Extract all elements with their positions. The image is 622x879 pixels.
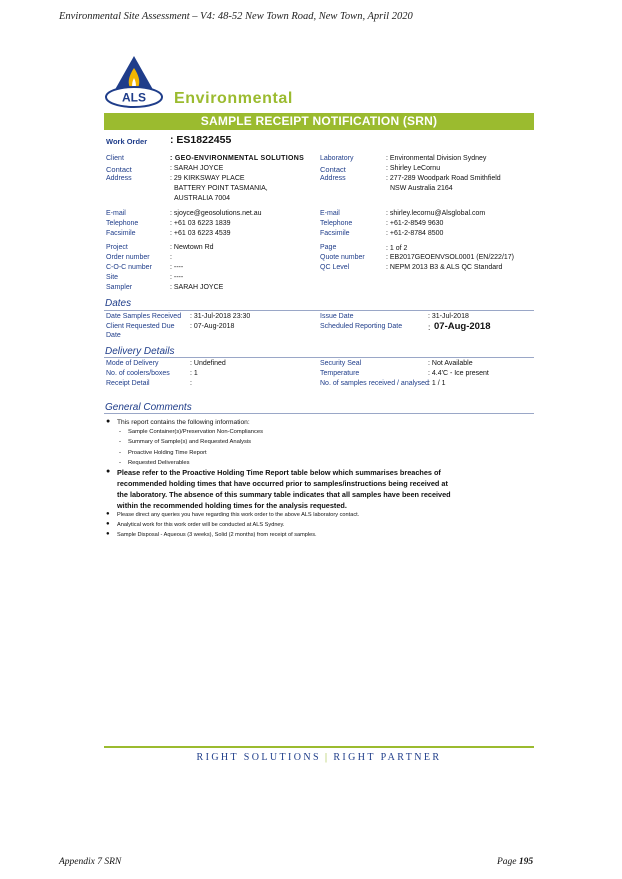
site-label: Site: [106, 274, 119, 281]
samples-received-label: No. of samples received / analysed: [320, 380, 429, 387]
mode-of-delivery-value: : Undefined: [190, 360, 226, 367]
page-number-value: 195: [518, 857, 534, 867]
client-address-line1: : 29 KIRKSWAY PLACE: [170, 175, 245, 182]
laboratory-value: : Environmental Division Sydney: [386, 155, 487, 162]
srn-banner: SAMPLE RECEIPT NOTIFICATION (SRN): [104, 113, 534, 130]
footer-slogan-right: RIGHT PARTNER: [333, 752, 442, 763]
client-contact-value: : SARAH JOYCE: [170, 165, 224, 172]
comment-1: This report contains the following information:: [117, 419, 250, 426]
footer-slogan: [104, 752, 534, 763]
client-address-line3: AUSTRALIA 7004: [174, 195, 231, 202]
lab-telephone-value: : +61-2-8549 9630: [386, 220, 444, 227]
comment-2-line-4: within the recommended holding times for the analysis requested.: [117, 501, 347, 510]
date-samples-received-label: Date Samples Received: [106, 313, 182, 320]
footer-slogan-left: RIGHT SOLUTIONS: [196, 752, 321, 763]
als-logo-text: ALS: [122, 90, 146, 105]
als-logo-icon: [104, 54, 179, 108]
scheduled-reporting-date-value: 07-Aug-2018: [434, 321, 491, 332]
dates-divider: [104, 310, 534, 311]
receipt-detail-value: :: [190, 380, 192, 387]
work-order-value: : ES1822455: [170, 134, 232, 146]
comment-1-sub-4: Requested Deliverables: [128, 460, 190, 466]
client-requested-due-label-date: Date: [106, 332, 121, 339]
temperature-label: Temperature: [320, 370, 360, 377]
comment-5: Sample Disposal - Aqueous (3 weeks), Solid (2 months) from receipt of samples.: [117, 532, 317, 538]
comment-1-sub-3: Proactive Holding Time Report: [128, 450, 207, 456]
qc-level-value: : NEPM 2013 B3 & ALS QC Standard: [386, 264, 503, 271]
client-requested-due-value: : 07-Aug-2018: [190, 323, 235, 330]
date-samples-received-value: : 31-Jul-2018 23:30: [190, 313, 251, 320]
coc-number-label: C-O-C number: [106, 264, 152, 271]
security-seal-label: Security Seal: [320, 360, 362, 367]
client-requested-due-label: Client Requested Due: [106, 323, 175, 330]
appendix-label: Appendix 7 SRN: [59, 857, 122, 867]
lab-facsimile-label: Facsimile: [320, 230, 350, 237]
lab-address-line2: NSW Australia 2164: [390, 185, 453, 192]
order-number-label: Order number: [106, 254, 150, 261]
lab-contact-label: Contact: [320, 165, 346, 174]
bullet-icon: ●: [106, 531, 110, 537]
document-header-title: Environmental Site Assessment – V4: 48-52 New Town Road, New Town, April 2020: [59, 11, 413, 22]
client-label: Client: [106, 155, 124, 162]
delivery-details-heading: Delivery Details: [105, 346, 175, 357]
comment-4: Analytical work for this work order will be conducted at ALS Sydney.: [117, 522, 285, 528]
issue-date-value: : 31-Jul-2018: [428, 313, 469, 320]
bullet-icon: ●: [106, 418, 111, 425]
client-email-value: : sjoyce@geosolutions.net.au: [170, 210, 262, 217]
page-number-label: Page: [497, 857, 517, 867]
client-address-label: Address: [106, 175, 132, 182]
scheduled-reporting-date-label: Scheduled Reporting Date: [320, 323, 403, 330]
lab-address-line1: : 277-289 Woodpark Road Smithfield: [386, 175, 501, 182]
lab-email-label: E-mail: [320, 210, 340, 217]
client-telephone-value: : +61 03 6223 1839: [170, 220, 231, 227]
coolers-label: No. of coolers/boxes: [106, 370, 170, 377]
page-label: Page: [320, 244, 337, 251]
coolers-value: : 1: [190, 370, 198, 377]
dash-icon: -: [119, 439, 121, 445]
sampler-value: : SARAH JOYCE: [170, 284, 224, 291]
mode-of-delivery-label: Mode of Delivery: [106, 360, 159, 367]
comment-1-sub-2: Summary of Sample(s) and Requested Analysis: [128, 439, 252, 445]
receipt-detail-label: Receipt Detail: [106, 380, 150, 387]
comment-2-line-1: Please refer to the Proactive Holding Time Report table below which summarises breaches of: [117, 468, 441, 477]
environmental-wordmark: Environmental: [174, 90, 293, 107]
issue-date-label: Issue Date: [320, 313, 354, 320]
sampler-label: Sampler: [106, 284, 133, 291]
bullet-icon: ●: [106, 468, 111, 475]
general-comments-heading: General Comments: [105, 402, 192, 413]
client-email-label: E-mail: [106, 210, 126, 217]
comments-divider: [104, 413, 534, 414]
quote-number-value: : EB2017GEOENVSOL0001 (EN/222/17): [386, 254, 515, 261]
samples-received-value: : 1 / 1: [428, 380, 446, 387]
client-address-line2: BATTERY POINT TASMANIA,: [174, 185, 268, 192]
comment-2-line-3: the laboratory. The absence of this summary table indicates that all samples have been received: [117, 490, 451, 499]
footer-divider: [104, 746, 534, 748]
dash-icon: -: [119, 460, 121, 466]
lab-facsimile-value: : +61-2-8784 8500: [386, 230, 444, 237]
client-contact-label: Contact: [106, 165, 132, 174]
qc-level-label: QC Level: [320, 264, 350, 271]
footer-slogan-separator: |: [324, 752, 330, 763]
project-value: : Newtown Rd: [170, 244, 214, 251]
page-number: [497, 857, 533, 867]
security-seal-value: : Not Available: [428, 360, 473, 367]
client-value: : GEO-ENVIRONMENTAL SOLUTIONS: [170, 155, 305, 162]
delivery-divider: [104, 357, 534, 358]
laboratory-label: Laboratory: [320, 155, 354, 162]
comment-1-sub-1: Sample Container(s)/Preservation Non-Compliances: [128, 429, 263, 435]
comment-2-line-2: recommended holding times that have occurred prior to samples/instructions being received at: [117, 479, 448, 488]
project-label: Project: [106, 244, 128, 251]
lab-address-label: Address: [320, 175, 346, 182]
client-facsimile-value: : +61 03 6223 4539: [170, 230, 231, 237]
order-number-value: :: [170, 254, 172, 261]
dash-icon: -: [119, 450, 121, 456]
client-facsimile-label: Facsimile: [106, 230, 136, 237]
coc-number-value: : ----: [170, 264, 184, 271]
dash-icon: -: [119, 429, 121, 435]
bullet-icon: ●: [106, 511, 110, 517]
bullet-icon: ●: [106, 521, 110, 527]
temperature-value: : 4.4'C - Ice present: [428, 370, 489, 377]
lab-telephone-label: Telephone: [320, 220, 353, 227]
comment-3: Please direct any queries you have regarding this work order to the above ALS laboratory contact.: [117, 512, 360, 518]
lab-contact-value: : Shirley LeCornu: [386, 165, 441, 172]
site-value: : ----: [170, 274, 184, 281]
lab-email-value: : shirley.lecornu@Alsglobal.com: [386, 210, 486, 217]
client-telephone-label: Telephone: [106, 220, 139, 227]
dates-heading: Dates: [105, 298, 132, 309]
work-order-label: Work Order: [106, 137, 148, 146]
page-value: : 1 of 2: [386, 245, 408, 252]
quote-number-label: Quote number: [320, 254, 365, 261]
